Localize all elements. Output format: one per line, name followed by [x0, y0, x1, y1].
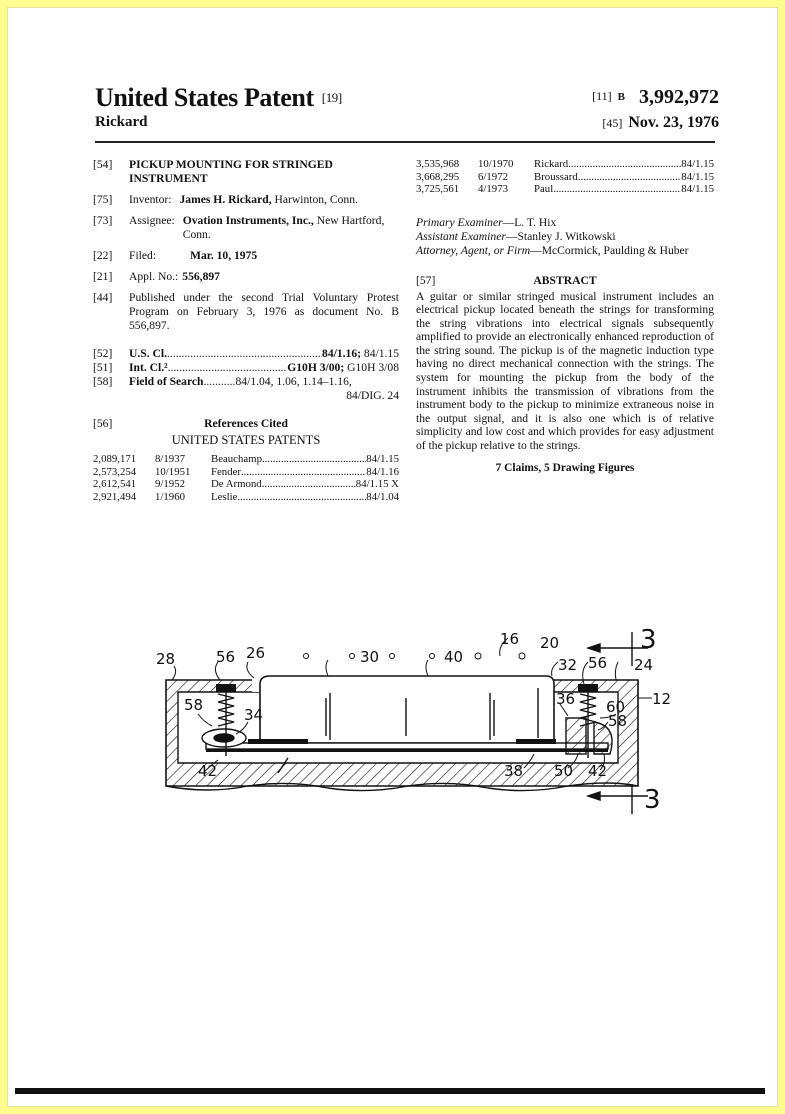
field-filed [93, 249, 399, 263]
left-column [93, 158, 399, 503]
reference-row [93, 453, 399, 466]
inventor-surname: Rickard [95, 114, 148, 130]
ref-name: Beauchamp [211, 453, 262, 465]
label-34: 34 [244, 706, 264, 724]
search-classes: 84/1.04, 1.06, 1.14–1.16, [235, 375, 352, 388]
field-code: [75] [93, 193, 113, 206]
us-class-row [93, 347, 399, 361]
leader-dots [568, 158, 681, 171]
label-56-left: 56 [216, 648, 236, 666]
leader-dots [578, 171, 682, 184]
assistant-examiner [416, 230, 714, 244]
ref-date: 10/1951 [155, 465, 191, 478]
assistant-examiner-label: Assistant Examiner [416, 229, 506, 243]
patent-number: 3,992,972 [639, 86, 719, 108]
reference-row [93, 491, 399, 504]
field-code: [54] [93, 158, 113, 171]
label-36: 36 [556, 690, 576, 708]
label-24: 24 [634, 656, 654, 674]
label-30: 30 [360, 648, 380, 666]
label-3-bottom: 3 [644, 785, 661, 815]
appl-number: 556,897 [182, 270, 220, 283]
field-code: [56] [93, 417, 113, 430]
label-58-left: 58 [184, 696, 204, 714]
ref-class: 84/1.15 [681, 158, 714, 170]
label-42-right: 42 [588, 762, 608, 780]
right-column [416, 158, 714, 475]
field-assignee [93, 214, 399, 242]
reference-row [416, 171, 714, 184]
assistant-examiner-name: —Stanley J. Witkowski [505, 229, 616, 243]
header-divider [95, 141, 715, 143]
patent-date-line [602, 114, 719, 132]
section-marker-bottom [588, 784, 648, 814]
field-title [93, 158, 399, 186]
int-class-primary: G10H 3/00; [287, 361, 345, 374]
ref-name: Paul [534, 183, 554, 195]
patent-kind: B [617, 91, 625, 103]
ref-name: Broussard [534, 170, 578, 183]
label-56-right: 56 [588, 654, 608, 672]
ref-class: 84/1.04 [366, 490, 399, 503]
assignee-place: New Hartford, Conn. [182, 214, 385, 241]
invention-title: PICKUP MOUNTING FOR STRINGED INSTRUMENT [129, 158, 333, 185]
ref-number: 3,725,561 [416, 183, 460, 195]
field-code: [44] [93, 291, 113, 304]
ref-name: Fender [211, 465, 241, 478]
reference-row [416, 158, 714, 171]
field-appl-no [93, 270, 399, 284]
label-42-left: 42 [198, 762, 218, 780]
primary-examiner-name: —L. T. Hix [502, 215, 557, 229]
ref-number: 3,535,968 [416, 158, 460, 170]
references-right-list [416, 158, 714, 196]
claims-summary: 7 Claims, 5 Drawing Figures [495, 461, 635, 474]
field-label: Int. Cl.² [129, 361, 168, 374]
field-code: [57] [416, 273, 436, 287]
ref-class: 84/1.15 X [355, 478, 399, 490]
field-label: Field of Search [129, 375, 204, 388]
leader-dots [241, 466, 366, 479]
patent-date: Nov. 23, 1976 [628, 114, 719, 131]
label-50: 50 [554, 762, 574, 780]
reference-row [416, 183, 714, 196]
label-16: 16 [500, 630, 520, 648]
pickup-housing [260, 676, 554, 743]
references-heading [93, 417, 399, 431]
ref-class: 84/1.15 [681, 170, 714, 183]
label-40: 40 [444, 648, 464, 666]
inventor-full-name: James H. Rickard, [179, 193, 272, 206]
references-left-list [93, 453, 399, 503]
label-32: 32 [558, 656, 578, 674]
primary-examiner [416, 216, 714, 230]
label-12: 12 [652, 690, 672, 708]
patent-drawing [148, 618, 678, 818]
ref-date: 8/1937 [155, 453, 185, 465]
field-label: Assignee: [129, 214, 175, 227]
label-60: 60 [606, 698, 626, 716]
label-38: 38 [504, 762, 524, 780]
examiners-block [416, 216, 714, 258]
abstract-text: A guitar or similar stringed musical instrument includes an electrical pickup located beneath the strings for transforming the string vibrations into electrical signals subsequently amplified to provide an electronically enhanced reproduction of the string sound. The pickup is of the magnetic induction type having no direct mechanical connection with the strings. The system for mounting the pickup from the body of the instrument inhibits the transmission of vibrations from the instrument body to the pickup to minimize extraneous noise in the output signal, and it is also one which is of relative simplicity and low cost and which provides for easy adjustment of the pickup relative to the strings. [416, 289, 714, 453]
assignee-name: Ovation Instruments, Inc., [182, 214, 314, 227]
field-code: [21] [93, 270, 113, 283]
references-title: References Cited [204, 417, 288, 430]
published-text: Published under the second Trial Voluntary Protest Program on February 3, 1976 as document No. B 556,897. [129, 291, 399, 332]
ref-number: 2,921,494 [93, 490, 137, 503]
field-code: [51] [93, 361, 113, 374]
patent-number-line [592, 86, 719, 109]
field-code: [52] [93, 347, 113, 360]
leader-dots [262, 453, 366, 466]
attorney-label: Attorney, Agent, or Firm [416, 243, 531, 257]
reference-row [93, 466, 399, 479]
us-class-secondary: 84/1.15 [363, 347, 399, 360]
reference-row [93, 478, 399, 491]
ref-number: 2,612,541 [93, 478, 137, 490]
search-field-row [93, 375, 399, 389]
leader-dots [168, 361, 288, 375]
bottom-rule [15, 1088, 765, 1094]
patent-date-code: [45] [602, 116, 623, 130]
field-label: Filed: [129, 249, 157, 262]
search-classes-cont: 84/DIG. 24 [346, 389, 399, 402]
label-20: 20 [540, 634, 560, 652]
label-28: 28 [156, 650, 176, 668]
ref-date: 4/1973 [478, 183, 508, 195]
label-26: 26 [246, 644, 266, 662]
ref-name: De Armond [211, 478, 262, 490]
ref-date: 1/1960 [155, 490, 185, 503]
ref-class: 84/1.15 [366, 453, 399, 465]
dots [304, 653, 526, 659]
label-3-top: 3 [640, 625, 657, 655]
attorney [416, 244, 714, 258]
ref-number: 2,089,171 [93, 453, 137, 465]
field-code: [73] [93, 214, 113, 227]
field-code: [22] [93, 249, 113, 262]
field-label: U.S. Cl. [129, 347, 168, 360]
primary-examiner-label: Primary Examiner [416, 215, 503, 229]
ref-class: 84/1.15 [681, 183, 714, 195]
ref-number: 3,668,295 [416, 170, 460, 183]
ref-date: 6/1972 [478, 170, 508, 183]
ref-name: Rickard [534, 158, 569, 170]
leader-dots [167, 347, 322, 361]
field-published [93, 291, 399, 333]
leader-dots [553, 183, 681, 196]
ref-name: Leslie [211, 490, 238, 503]
patent-number-code: [11] [592, 89, 612, 103]
abstract-title: ABSTRACT [533, 273, 597, 287]
patent-title-heading [95, 83, 342, 113]
field-inventor [93, 193, 399, 207]
field-label: Inventor: [129, 193, 172, 206]
ref-date: 10/1970 [478, 158, 514, 170]
field-code: [58] [93, 375, 113, 388]
int-class-row [93, 361, 399, 375]
patent-page [7, 7, 778, 1107]
leader-dots [204, 375, 236, 389]
attorney-name: —McCormick, Paulding & Huber [530, 243, 689, 257]
references-subtitle: UNITED STATES PATENTS [171, 433, 321, 447]
ref-class: 84/1.16 [366, 465, 399, 478]
us-class-primary: 84/1.16; [322, 347, 361, 360]
abstract-heading [416, 274, 714, 288]
label-58-right: 58 [608, 712, 628, 730]
field-label: Appl. No.: [129, 270, 179, 283]
ref-number: 2,573,254 [93, 465, 137, 478]
title-code: [19] [321, 90, 342, 105]
inventor-place: Harwinton, Conn. [274, 193, 358, 206]
filed-date: Mar. 10, 1975 [190, 249, 258, 262]
ref-date: 9/1952 [155, 478, 185, 490]
leader-dots [237, 491, 366, 504]
leader-dots [262, 478, 356, 491]
int-class-secondary: G10H 3/08 [347, 361, 399, 374]
document-type: United States Patent [95, 83, 314, 112]
